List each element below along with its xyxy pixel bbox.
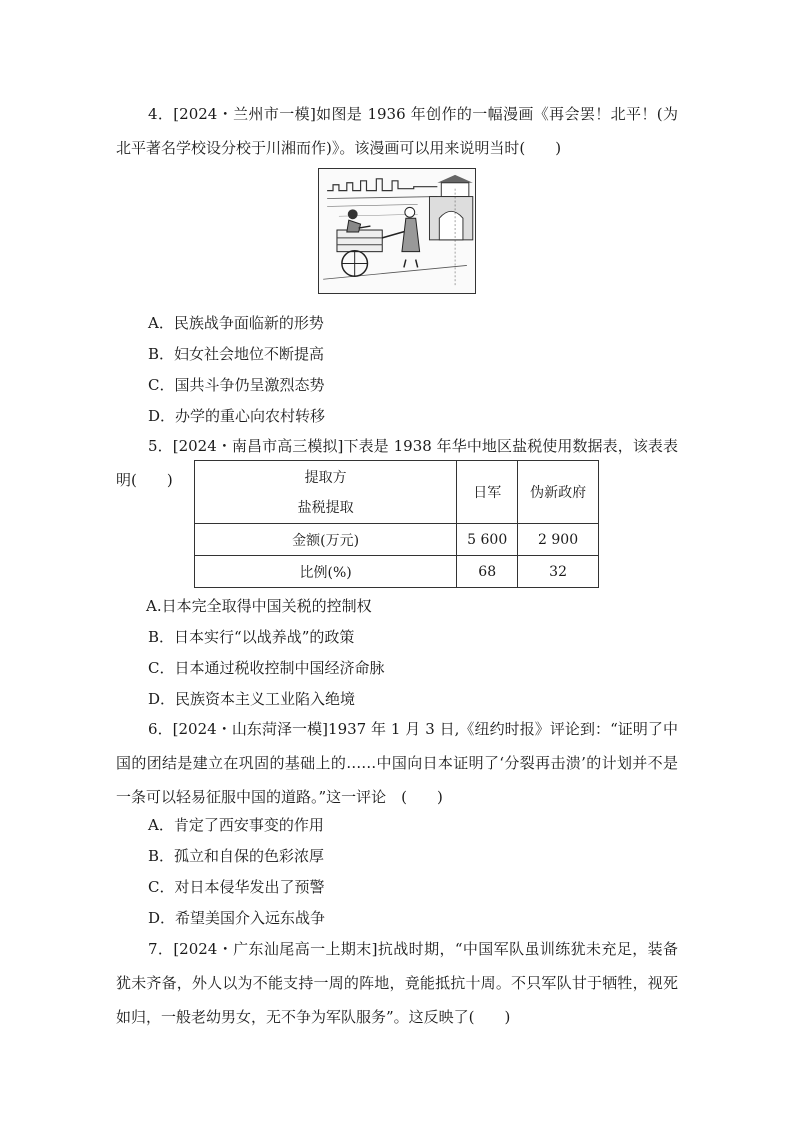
question-6-option-d[interactable]: D．希望美国介入远东战争 xyxy=(148,909,326,927)
table-cell: 68 xyxy=(457,556,518,588)
header-top-label: 提取方 xyxy=(304,470,347,486)
table-cell: 2 900 xyxy=(518,524,599,556)
table-row xyxy=(195,524,599,556)
table-cell: 5 600 xyxy=(457,524,518,556)
cartoon-illustration xyxy=(318,168,476,294)
question-4-stem: 4．[2024・兰州市一模]如图是 1936 年创作的一幅漫画《再会罢！北平！(为北平著名学校设分校于川湘而作)》。该漫画可以用来说明当时( ) xyxy=(116,105,678,157)
question-5-stem: 5．[2024・南昌市高三模拟]下表是 1938 年华中地区盐税使用数据表，该表表明( ) xyxy=(116,437,678,489)
question-6-option-b[interactable]: B．孤立和自保的色彩浓厚 xyxy=(148,847,325,865)
question-6-option-c[interactable]: C．对日本侵华发出了预警 xyxy=(148,878,325,896)
table-cell: 32 xyxy=(518,556,599,588)
table-header-row xyxy=(195,461,599,524)
table-row xyxy=(195,556,599,588)
question-4-option-b[interactable]: B．妇女社会地位不断提高 xyxy=(148,345,325,363)
column-header: 日军 xyxy=(457,461,518,524)
question-4-option-d[interactable]: D．办学的重心向农村转移 xyxy=(148,407,326,425)
question-5-option-d[interactable]: D．民族资本主义工业陷入绝境 xyxy=(148,690,356,708)
row-label: 金额(万元) xyxy=(195,524,457,556)
salt-tax-table xyxy=(194,460,599,588)
question-7-stem: 7．[2024・广东汕尾高一上期末]抗战时期，“中国军队虽训练犹未充足，装备犹未齐备，外人以为不能支持一周的阵地，竟能抵抗十周。不只军队甘于牺牲，视死如归，一般老幼男女，无不争为军队服务”。这反映了( ) xyxy=(116,940,678,1026)
row-label: 比例(%) xyxy=(195,556,457,588)
column-header: 伪新政府 xyxy=(518,461,599,524)
question-4-option-c[interactable]: C．国共斗争仍呈激烈态势 xyxy=(148,376,325,394)
question-5-option-b[interactable]: B．日本实行“以战养战”的政策 xyxy=(148,628,355,646)
question-5-option-c[interactable]: C．日本通过税收控制中国经济命脉 xyxy=(148,659,385,677)
question-5-option-a[interactable]: A.日本完全取得中国关税的控制权 xyxy=(146,597,372,615)
question-6-option-a[interactable]: A．肯定了西安事变的作用 xyxy=(148,816,324,834)
cartoon-drawing xyxy=(319,169,475,293)
table-header-diagonal-cell xyxy=(195,461,457,524)
question-6-stem: 6．[2024・山东菏泽一模]1937 年 1 月 3 日,《纽约时报》评论到：“证明了中国的团结是建立在巩固的基础上的……中国向日本证明了‘分裂再击溃’的计划并不是一条可以轻易征服中国的道路。”这一评论 ( ) xyxy=(116,720,678,806)
header-bottom-label: 盐税提取 xyxy=(297,500,354,516)
question-4-option-a[interactable]: A．民族战争面临新的形势 xyxy=(148,314,324,332)
